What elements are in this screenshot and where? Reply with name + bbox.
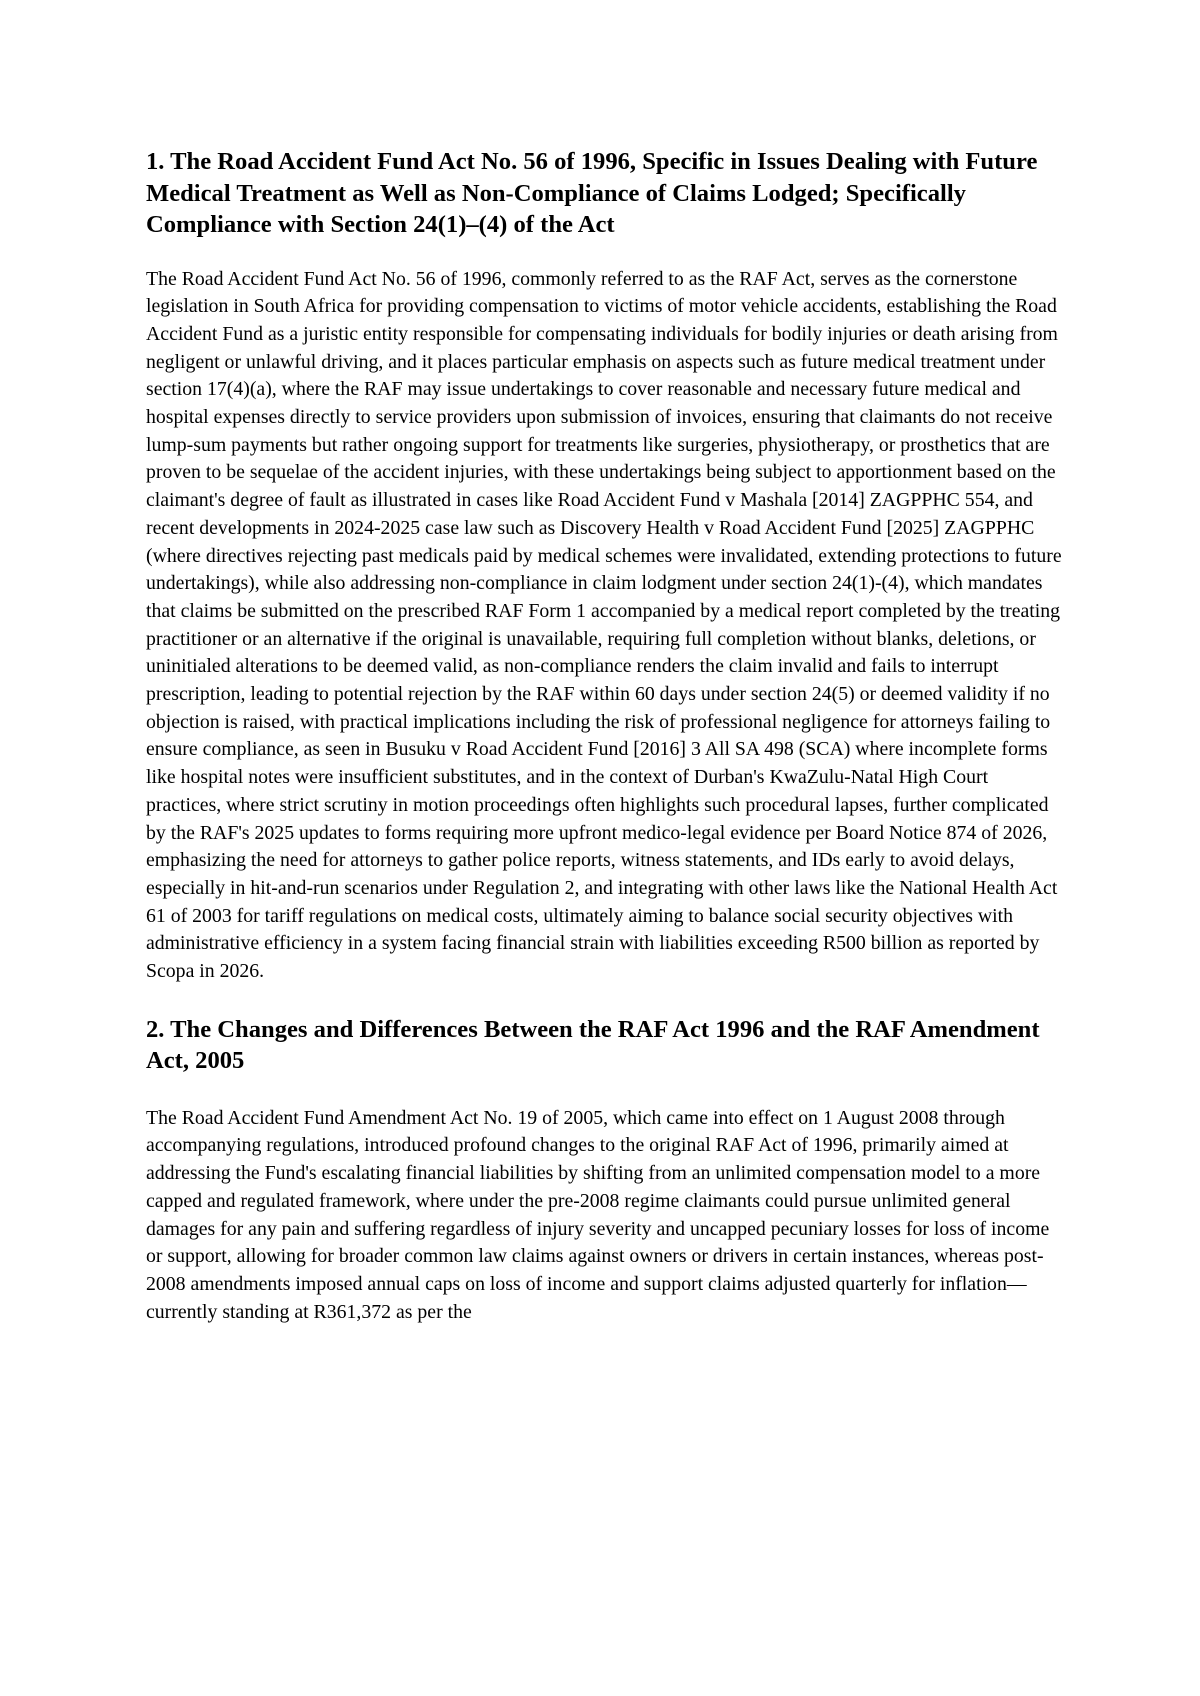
section-paragraph: The Road Accident Fund Amendment Act No. 19 of 2005, which came into effect on 1 August 2008 through accompanying regulations, introduced profound changes to the original RAF Act of 1996, primarily aimed at addressing the Fund's escalating financial liabilities by shifting from an unlimited compensation model to a more capped and regulated framework, where under the pre-2008 regime claimants could pursue unlimited general damages for any pain and suffering regardless of injury severity and uncapped pecuniary losses for loss of income or support, allowing for broader common law claims against owners or drivers in certain instances, whereas post-2008 amendments imposed annual caps on loss of income and support claims adjusted quarterly for inflation—currently standing at R361,372 as per the xyxy=(146,1106,1050,1323)
section-heading: 1. The Road Accident Fund Act No. 56 of 1996, Specific in Issues Dealing with Future Medical Treatment as Well as Non-Compliance of Claims Lodged; Specifically Compliance with Section 24(1)–(4) of the Act xyxy=(146,148,1038,238)
document-page xyxy=(146,146,1064,1326)
section-1 xyxy=(146,146,1064,986)
section-paragraph: The Road Accident Fund Act No. 56 of 1996, commonly referred to as the RAF Act, serves as the cornerstone legislation in South Africa for providing compensation to victims of motor vehicle accidents, establishing the Road Accident Fund as a juristic entity responsible for compensating individuals for bodily injuries or death arising from negligent or unlawful driving, and it places particular emphasis on aspects such as future medical treatment under section 17(4)(a), where the RAF may issue undertakings to cover reasonable and necessary future medical and hospital expenses directly to service providers upon submission of invoices, ensuring that claimants do not receive lump-sum payments but rather ongoing support for treatments like surgeries, physiotherapy, or prosthetics that are proven to be sequelae of the accident injuries, with these undertakings being subject to apportionment based on the claimant's degree of fault as illustrated in cases like Road Accident Fund v Mashala [2014] ZAGPPHC 554, and recent developments in 2024-2025 case law such as Discovery Health v Road Accident Fund [2025] ZAGPPHC (where directives rejecting past medicals paid by medical schemes were invalidated, extending protections to future undertakings), while also addressing non-compliance in claim lodgment under section 24(1)-(4), which mandates that claims be submitted on the prescribed RAF Form 1 accompanied by a medical report completed by the treating practitioner or an alternative if the original is unavailable, requiring full completion without blanks, deletions, or uninitialed alterations to be deemed valid, as non-compliance renders the claim invalid and fails to interrupt prescription, leading to potential rejection by the RAF within 60 days under section 24(5) or deemed validity if no objection is raised, with practical implications including the risk of professional negligence for attorneys failing to ensure compliance, as seen in Busuku v Road Accident Fund [2016] 3 All SA 498 (SCA) where incomplete forms like hospital notes were insufficient substitutes, and in the context of Durban's KwaZulu-Natal High Court practices, where strict scrutiny in motion proceedings often highlights such procedural lapses, further complicated by the RAF's 2025 updates to forms requiring more upfront medico-legal evidence per Board Notice 874 of 2026, emphasizing the need for attorneys to gather police reports, witness statements, and IDs early to avoid delays, especially in hit-and-run scenarios under Regulation 2, and integrating with other laws like the National Health Act 61 of 2003 for tariff regulations on medical costs, ultimately aiming to balance social security objectives with administrative efficiency in a system facing financial strain with liabilities exceeding R500 billion as reported by Scopa in 2026. xyxy=(146,267,1062,983)
section-heading: 2. The Changes and Differences Between the RAF Act 1996 and the RAF Amendment Act, 2005 xyxy=(146,1015,1040,1075)
section-2 xyxy=(146,1014,1064,1327)
